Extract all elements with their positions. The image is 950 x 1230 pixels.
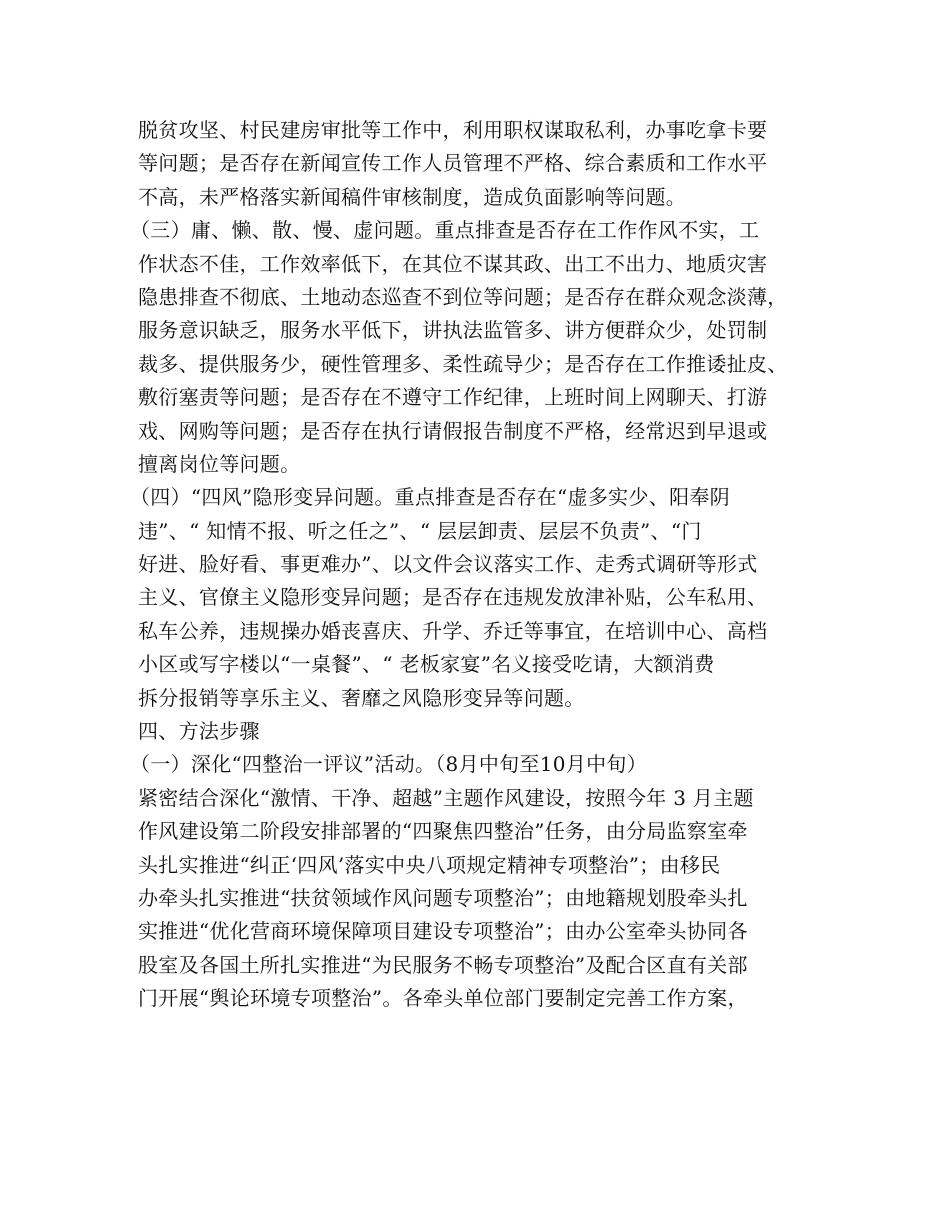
body-line: 紧密结合深化“激情、干净、超越”主题作风建设，按照今年 3 月主题 [138, 785, 754, 810]
body-line: 敷衍塞责等问题；是否存在不遵守工作纪律，上班时间上网聊天、打游 [138, 385, 768, 410]
body-line: 主义、官僚主义隐形变异问题；是否存在违规发放津补贴，公车私用、 [138, 585, 768, 610]
body-line: 股室及各国土所扎实推进“为民服务不畅专项整治”及配合区直有关部 [138, 952, 748, 977]
body-line: 隐患排查不彻底、土地动态巡查不到位等问题；是否存在群众观念淡薄， [138, 284, 788, 309]
body-line: 等问题；是否存在新闻宣传工作人员管理不严格、综合素质和工作水平 [138, 151, 768, 176]
body-line: 不高，未严格落实新闻稿件审核制度，造成负面影响等问题。 [138, 184, 687, 209]
body-line: 小区或写字楼以“一桌餐”、“ 老板家宴”名义接受吃请，大额消费 [138, 652, 715, 677]
body-line: 服务意识缺乏，服务水平低下，讲执法监管多、讲方便群众少，处罚制 [138, 318, 768, 343]
body-line: 拆分报销等享乐主义、奢靡之风隐形变异等问题。 [138, 685, 585, 710]
body-line: 裁多、提供服务少，硬性管理多、柔性疏导少；是否存在工作推诿扯皮、 [138, 351, 788, 376]
subsection-heading-line: （一）深化“四整治一评议”活动。（8月中旬至10月中旬） [130, 752, 648, 777]
section-title: 四、方法步骤 [138, 719, 260, 744]
body-line: 门开展“舆论环境专项整治”。各牵头单位部门要制定完善工作方案， [138, 986, 748, 1011]
body-line: 违”、“ 知情不报、听之任之”、“ 层层卸责、层层不负责”、“门 [138, 518, 702, 543]
body-line: 作状态不佳，工作效率低下，在其位不谋其政、出工不出力、地质灾害 [138, 251, 768, 276]
section-heading-line: （三）庸、懒、散、慢、虚问题。重点排查是否存在工作作风不实，工 [130, 218, 760, 243]
body-line: 办牵头扎实推进“扶贫领域作风问题专项整治”；由地籍规划股牵头扎 [138, 885, 748, 910]
body-line: 作风建设第二阶段安排部署的“四聚焦四整治”任务，由分局监察室牵 [138, 819, 748, 844]
body-line: 擅离岗位等问题。 [138, 451, 301, 476]
body-line: 私车公养，违规操办婚丧喜庆、升学、乔迁等事宜，在培训中心、高档 [138, 618, 768, 643]
body-line: 实推进“优化营商环境保障项目建设专项整治”；由办公室牵头协同各 [138, 919, 748, 944]
body-line: 戏、网购等问题；是否存在执行请假报告制度不严格，经常迟到早退或 [138, 418, 768, 443]
body-line: 好进、脸好看、事更难办”、以文件会议落实工作、走秀式调研等形式 [138, 552, 758, 577]
body-line: 头扎实推进“纠正‘四风’落实中央八项规定精神专项整治”；由移民 [138, 852, 721, 877]
document-body [130, 114, 828, 1016]
body-line: 脱贫攻坚、村民建房审批等工作中，利用职权谋取私利，办事吃拿卡要 [138, 118, 768, 142]
section-heading-line: （四）“四风”隐形变异问题。重点排查是否存在“虚多实少、阳奉阴 [130, 485, 730, 510]
